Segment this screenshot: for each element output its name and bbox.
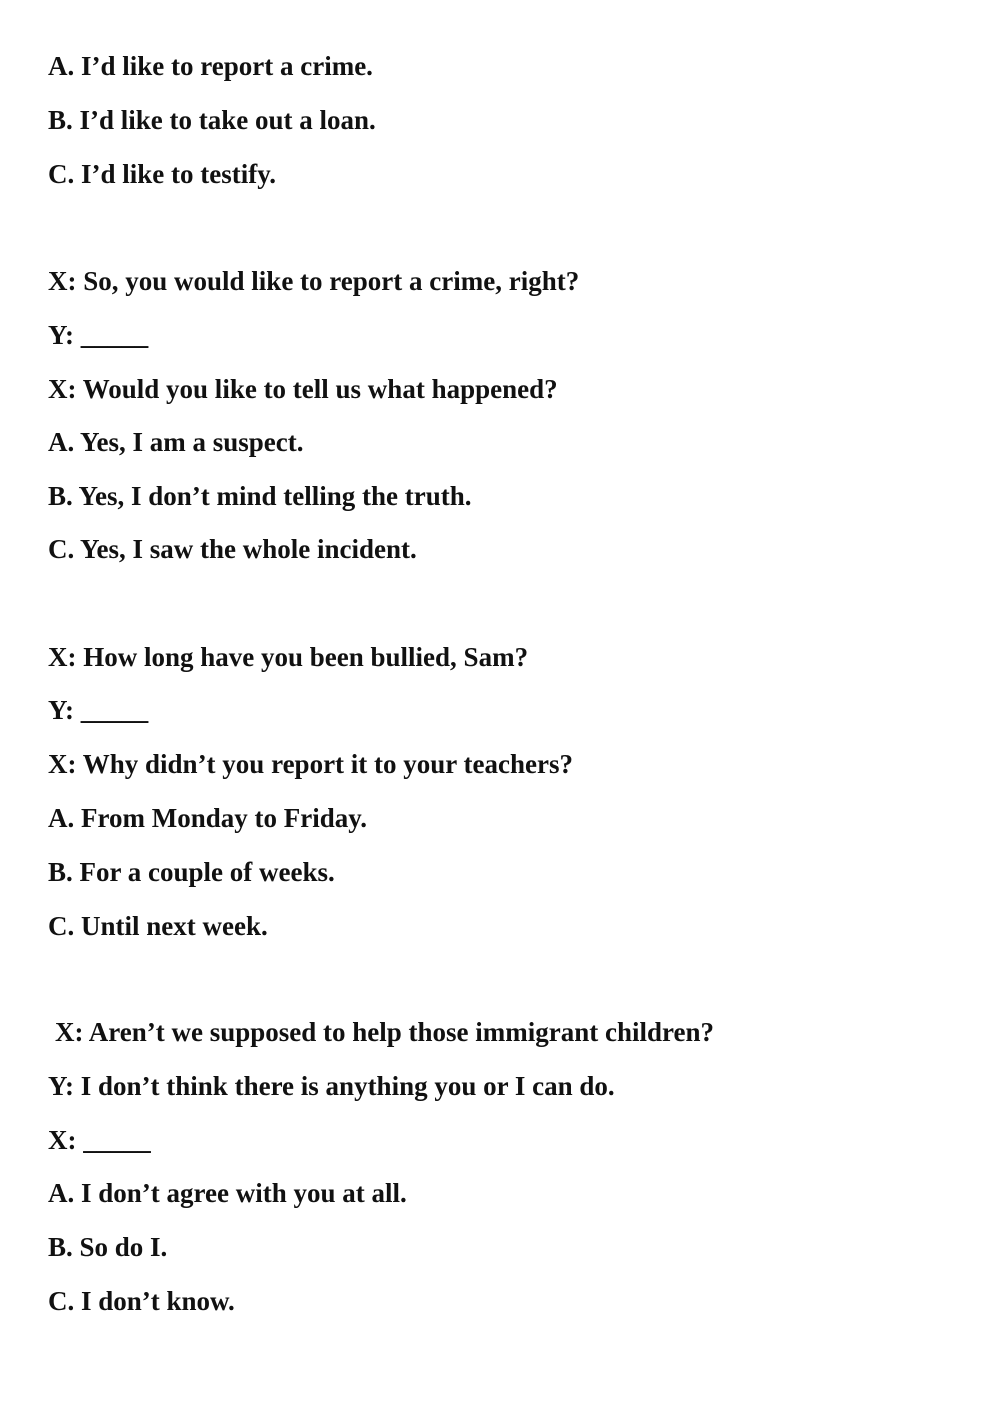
option-c-line: C. Yes, I saw the whole incident. — [48, 534, 417, 564]
dialogue-line: X: Why didn’t you report it to your teachers? — [48, 749, 573, 779]
blank-answer-line: X: _____ — [48, 1125, 151, 1155]
blank-answer-line: Y: _____ — [48, 695, 149, 725]
option-a-line: A. I’d like to report a crime. — [48, 51, 373, 81]
option-a-line: A. Yes, I am a suspect. — [48, 427, 304, 457]
option-a-line: A. From Monday to Friday. — [48, 803, 367, 833]
option-a-line: A. I don’t agree with you at all. — [48, 1178, 407, 1208]
dialogue-line: X: So, you would like to report a crime, right? — [48, 266, 580, 296]
dialogue-line: Y: I don’t think there is anything you or I can do. — [48, 1071, 615, 1101]
option-b-line: B. For a couple of weeks. — [48, 857, 335, 887]
option-b-line: B. I’d like to take out a loan. — [48, 105, 376, 135]
option-b-line: B. So do I. — [48, 1232, 168, 1262]
option-c-line: C. I don’t know. — [48, 1286, 235, 1316]
blank-answer-line: Y: _____ — [48, 320, 149, 350]
option-c-line: C. I’d like to testify. — [48, 159, 276, 189]
dialogue-line: X: How long have you been bullied, Sam? — [48, 642, 529, 672]
option-c-line: C. Until next week. — [48, 911, 268, 941]
dialogue-line: X: Aren’t we supposed to help those immigrant children? — [55, 1017, 715, 1047]
option-b-line: B. Yes, I don’t mind telling the truth. — [48, 481, 472, 511]
dialogue-line: X: Would you like to tell us what happened? — [48, 374, 558, 404]
